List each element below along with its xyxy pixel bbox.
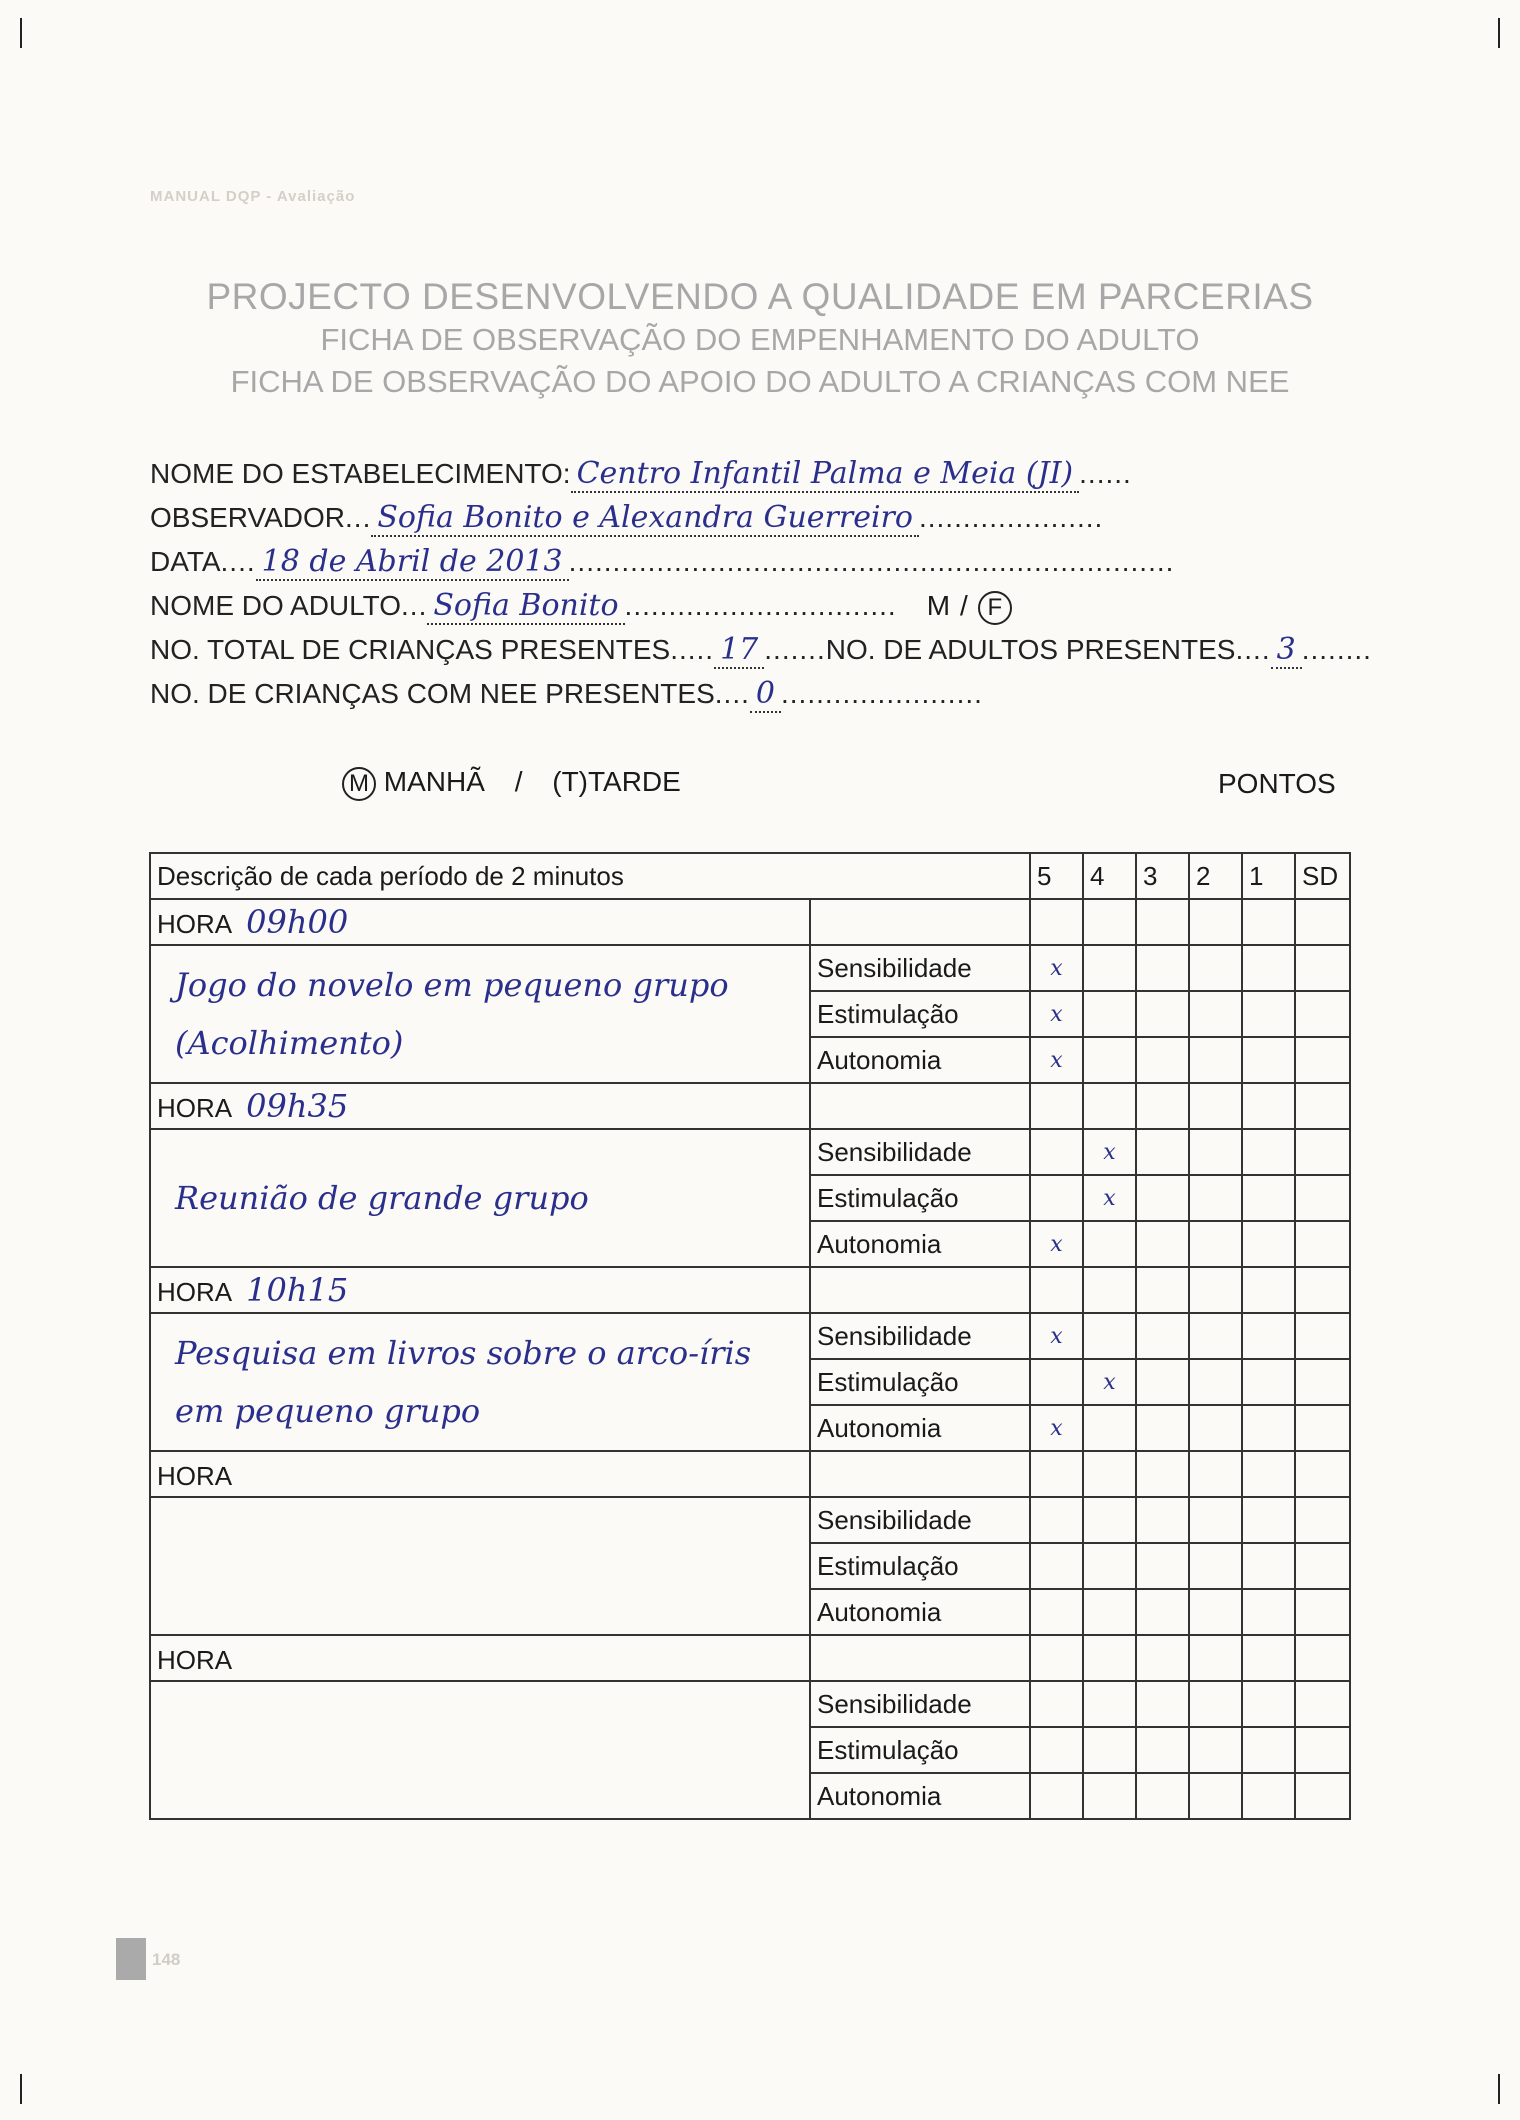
score-mark <box>1083 1727 1136 1773</box>
score-cell <box>1295 1451 1350 1497</box>
criterion-label: Sensibilidade <box>810 1681 1030 1727</box>
hora-row <box>150 1451 1350 1497</box>
score-mark <box>1242 1175 1295 1221</box>
score-cell <box>1030 1635 1083 1681</box>
establishment-label: NOME DO ESTABELECIMENTO: <box>150 458 571 489</box>
score-cell <box>1189 1635 1242 1681</box>
hora-blank-cell <box>810 899 1030 945</box>
hora-label: HORA <box>157 1645 233 1675</box>
dot-leader: .... <box>714 678 750 709</box>
score-mark <box>1136 1313 1189 1359</box>
dot-leader: ....................... <box>780 678 983 709</box>
date-value: 18 de Abril de 2013 <box>256 544 569 581</box>
morning-circled: M <box>342 767 376 801</box>
hora-blank-cell <box>810 1267 1030 1313</box>
dot-leader: ..................................................................... <box>568 546 1175 577</box>
date-label: DATA <box>150 546 221 577</box>
score-mark <box>1189 1589 1242 1635</box>
score-mark <box>1242 1681 1295 1727</box>
form-fields <box>150 456 1372 720</box>
dot-leader: ....... <box>764 634 826 665</box>
score-mark <box>1189 991 1242 1037</box>
score-cell <box>1136 1635 1189 1681</box>
hora-label: HORA <box>157 1461 233 1491</box>
hora-label: HORA <box>157 1277 233 1307</box>
score-mark <box>1295 991 1350 1037</box>
score-mark <box>1083 1497 1136 1543</box>
score-mark <box>1242 1129 1295 1175</box>
subtitle-2: FICHA DE OBSERVAÇÃO DO APOIO DO ADULTO A CRIANÇAS COM NEE <box>230 364 1290 399</box>
adult-label: NOME DO ADULTO <box>150 590 402 621</box>
score-cell <box>1295 1083 1350 1129</box>
manual-header: MANUAL DQP - Avaliação <box>150 188 356 205</box>
criterion-label: Sensibilidade <box>810 945 1030 991</box>
criterion-label: Autonomia <box>810 1037 1030 1083</box>
score-header-1: 1 <box>1242 853 1295 899</box>
afternoon-label: (T)TARDE <box>552 766 681 797</box>
score-mark <box>1242 1773 1295 1819</box>
score-cell <box>1083 1083 1136 1129</box>
score-mark <box>1189 945 1242 991</box>
hora-cell <box>150 1451 810 1497</box>
criterion-label: Autonomia <box>810 1589 1030 1635</box>
score-header-5: 5 <box>1030 853 1083 899</box>
score-cell <box>1189 1451 1242 1497</box>
table-header-row <box>150 853 1350 899</box>
activity-description: Jogo do novelo em pequeno grupo (Acolhimento) <box>150 945 810 1083</box>
score-cell <box>1030 899 1083 945</box>
score-cell <box>1083 899 1136 945</box>
criterion-row <box>150 1681 1350 1727</box>
score-header-3: 3 <box>1136 853 1189 899</box>
score-cell <box>1295 899 1350 945</box>
hora-time: 09h35 <box>246 1087 349 1125</box>
observer-value: Sofia Bonito e Alexandra Guerreiro <box>371 500 919 537</box>
title-block <box>0 276 1520 400</box>
activity-description <box>150 1681 810 1819</box>
score-mark <box>1030 1543 1083 1589</box>
score-mark <box>1030 1589 1083 1635</box>
score-mark <box>1295 1037 1350 1083</box>
dot-leader: ... <box>345 502 372 533</box>
score-mark <box>1136 1037 1189 1083</box>
hora-label: HORA <box>157 909 233 939</box>
score-mark <box>1136 1681 1189 1727</box>
score-mark <box>1295 1727 1350 1773</box>
score-mark <box>1242 1497 1295 1543</box>
activity-description <box>150 1497 810 1635</box>
score-mark <box>1242 1313 1295 1359</box>
score-mark <box>1136 1175 1189 1221</box>
score-mark: x <box>1030 945 1083 991</box>
score-mark <box>1189 1497 1242 1543</box>
dot-leader: ..................... <box>918 502 1104 533</box>
crop-mark <box>1498 18 1500 48</box>
criterion-label: Sensibilidade <box>810 1497 1030 1543</box>
score-cell <box>1242 1635 1295 1681</box>
adults-value: 3 <box>1271 632 1302 669</box>
hora-row <box>150 1267 1350 1313</box>
children-value: 17 <box>714 632 764 669</box>
hora-row <box>150 1083 1350 1129</box>
score-mark <box>1083 1681 1136 1727</box>
score-mark <box>1295 1129 1350 1175</box>
score-mark: x <box>1083 1175 1136 1221</box>
criterion-row <box>150 1313 1350 1359</box>
score-cell <box>1295 1635 1350 1681</box>
criterion-label: Sensibilidade <box>810 1129 1030 1175</box>
score-mark <box>1136 1773 1189 1819</box>
sex-f-circled: F <box>978 591 1012 625</box>
adults-label: NO. DE ADULTOS PRESENTES <box>825 634 1236 665</box>
hora-time: 10h15 <box>246 1271 349 1309</box>
hora-blank-cell <box>810 1083 1030 1129</box>
score-mark: x <box>1030 1221 1083 1267</box>
observer-label: OBSERVADOR <box>150 502 346 533</box>
subtitle-1: FICHA DE OBSERVAÇÃO DO EMPENHAMENTO DO ADULTO <box>320 322 1200 357</box>
dot-leader: ........ <box>1301 634 1372 665</box>
nee-row <box>150 676 1350 720</box>
score-mark <box>1242 1359 1295 1405</box>
period-separator: / <box>514 766 523 797</box>
score-mark <box>1189 1221 1242 1267</box>
criterion-label: Estimulação <box>810 1727 1030 1773</box>
hora-cell <box>150 1083 810 1129</box>
score-mark <box>1083 991 1136 1037</box>
score-mark <box>1030 1175 1083 1221</box>
score-mark <box>1189 1543 1242 1589</box>
score-mark <box>1295 1589 1350 1635</box>
score-mark: x <box>1030 1405 1083 1451</box>
hora-blank-cell <box>810 1451 1030 1497</box>
criterion-label: Autonomia <box>810 1773 1030 1819</box>
criterion-label: Estimulação <box>810 1175 1030 1221</box>
activity-description: Reunião de grande grupo <box>150 1129 810 1267</box>
hora-cell <box>150 899 810 945</box>
hora-blank-cell <box>810 1635 1030 1681</box>
criterion-label: Autonomia <box>810 1221 1030 1267</box>
score-mark <box>1189 1129 1242 1175</box>
score-mark: x <box>1083 1129 1136 1175</box>
main-title: PROJECTO DESENVOLVENDO A QUALIDADE EM PARCERIAS <box>206 276 1314 317</box>
score-mark <box>1136 1497 1189 1543</box>
score-mark <box>1189 1175 1242 1221</box>
morning-label: MANHÃ <box>383 766 485 797</box>
score-cell <box>1242 1267 1295 1313</box>
establishment-value: Centro Infantil Palma e Meia (JI) <box>571 456 1080 493</box>
score-mark <box>1030 1681 1083 1727</box>
score-cell <box>1030 1083 1083 1129</box>
score-cell <box>1083 1267 1136 1313</box>
score-cell <box>1295 1267 1350 1313</box>
dot-leader: ............................... <box>624 590 897 621</box>
sex-m: M <box>926 590 951 621</box>
score-mark <box>1295 1681 1350 1727</box>
score-mark <box>1295 1313 1350 1359</box>
hora-cell <box>150 1635 810 1681</box>
crop-mark <box>20 18 22 48</box>
page-number: 148 <box>152 1950 181 1969</box>
children-row <box>150 632 1372 676</box>
score-mark: x <box>1030 991 1083 1037</box>
score-cell <box>1189 899 1242 945</box>
criterion-label: Sensibilidade <box>810 1313 1030 1359</box>
establishment-row <box>150 456 1350 500</box>
score-mark <box>1242 1221 1295 1267</box>
score-mark <box>1030 1359 1083 1405</box>
score-mark <box>1295 1497 1350 1543</box>
criterion-label: Estimulação <box>810 1543 1030 1589</box>
crop-mark <box>20 2074 22 2104</box>
score-mark <box>1136 991 1189 1037</box>
score-mark <box>1295 1773 1350 1819</box>
score-cell <box>1242 1451 1295 1497</box>
observation-table <box>149 852 1351 1820</box>
hora-label: HORA <box>157 1093 233 1123</box>
score-mark <box>1242 1405 1295 1451</box>
adult-row <box>150 588 1350 632</box>
score-cell <box>1136 1267 1189 1313</box>
score-cell <box>1242 1083 1295 1129</box>
score-mark <box>1030 1129 1083 1175</box>
nee-value: 0 <box>750 676 781 713</box>
criterion-row <box>150 1129 1350 1175</box>
score-mark <box>1242 991 1295 1037</box>
score-mark <box>1083 1773 1136 1819</box>
criterion-label: Estimulação <box>810 1359 1030 1405</box>
score-cell <box>1189 1267 1242 1313</box>
dot-leader: .... <box>220 546 256 577</box>
observer-row <box>150 500 1350 544</box>
score-mark <box>1083 1313 1136 1359</box>
score-mark <box>1083 1221 1136 1267</box>
score-mark <box>1136 1727 1189 1773</box>
desc-header: Descrição de cada período de 2 minutos <box>150 853 1030 899</box>
dot-leader: ...... <box>1079 458 1132 489</box>
dot-leader: ..... <box>670 634 715 665</box>
score-mark: x <box>1083 1359 1136 1405</box>
score-mark <box>1083 1037 1136 1083</box>
score-mark <box>1295 1543 1350 1589</box>
score-mark: x <box>1030 1037 1083 1083</box>
score-mark <box>1295 1405 1350 1451</box>
score-mark <box>1083 1543 1136 1589</box>
score-header-2: 2 <box>1189 853 1242 899</box>
nee-label: NO. DE CRIANÇAS COM NEE PRESENTES <box>150 678 715 709</box>
score-mark <box>1189 1681 1242 1727</box>
table-body <box>150 899 1350 1819</box>
score-mark <box>1030 1773 1083 1819</box>
score-mark <box>1136 1359 1189 1405</box>
score-mark <box>1030 1497 1083 1543</box>
score-cell <box>1242 899 1295 945</box>
score-mark <box>1030 1727 1083 1773</box>
score-mark <box>1242 945 1295 991</box>
score-mark <box>1189 1037 1242 1083</box>
score-mark <box>1295 1359 1350 1405</box>
score-header-sd: SD <box>1295 853 1350 899</box>
children-label: NO. TOTAL DE CRIANÇAS PRESENTES <box>150 634 671 665</box>
hora-cell <box>150 1267 810 1313</box>
score-mark <box>1189 1773 1242 1819</box>
hora-row <box>150 899 1350 945</box>
score-mark <box>1189 1405 1242 1451</box>
page-number-marker <box>116 1938 146 1980</box>
dot-leader: ... <box>401 590 428 621</box>
score-mark <box>1136 1129 1189 1175</box>
score-cell <box>1136 1451 1189 1497</box>
score-mark <box>1136 1589 1189 1635</box>
criterion-label: Estimulação <box>810 991 1030 1037</box>
score-mark <box>1189 1727 1242 1773</box>
score-mark <box>1189 1359 1242 1405</box>
score-mark <box>1189 1313 1242 1359</box>
pontos-label: PONTOS <box>1218 768 1336 799</box>
sex-separator: / <box>960 590 968 621</box>
dot-leader: .... <box>1235 634 1271 665</box>
score-mark <box>1136 1221 1189 1267</box>
score-mark <box>1136 1543 1189 1589</box>
score-mark <box>1295 1221 1350 1267</box>
score-cell <box>1136 1083 1189 1129</box>
criterion-row <box>150 945 1350 991</box>
score-mark <box>1242 1727 1295 1773</box>
score-cell <box>1030 1451 1083 1497</box>
score-mark <box>1083 945 1136 991</box>
score-cell <box>1189 1083 1242 1129</box>
date-row <box>150 544 1350 588</box>
criterion-label: Autonomia <box>810 1405 1030 1451</box>
hora-row <box>150 1635 1350 1681</box>
score-cell <box>1136 899 1189 945</box>
score-cell <box>1083 1451 1136 1497</box>
adult-value: Sofia Bonito <box>427 588 624 625</box>
score-mark <box>1295 945 1350 991</box>
score-mark <box>1083 1405 1136 1451</box>
score-header-4: 4 <box>1083 853 1136 899</box>
score-cell <box>1030 1267 1083 1313</box>
score-mark <box>1136 1405 1189 1451</box>
score-mark <box>1136 945 1189 991</box>
score-mark <box>1295 1175 1350 1221</box>
score-mark <box>1083 1589 1136 1635</box>
score-cell <box>1083 1635 1136 1681</box>
score-mark <box>1242 1543 1295 1589</box>
score-mark <box>1242 1589 1295 1635</box>
hora-time: 09h00 <box>246 903 349 941</box>
score-mark: x <box>1030 1313 1083 1359</box>
period-selector <box>342 766 681 801</box>
crop-mark <box>1498 2074 1500 2104</box>
score-mark <box>1242 1037 1295 1083</box>
criterion-row <box>150 1497 1350 1543</box>
activity-description: Pesquisa em livros sobre o arco-íris em pequeno grupo <box>150 1313 810 1451</box>
